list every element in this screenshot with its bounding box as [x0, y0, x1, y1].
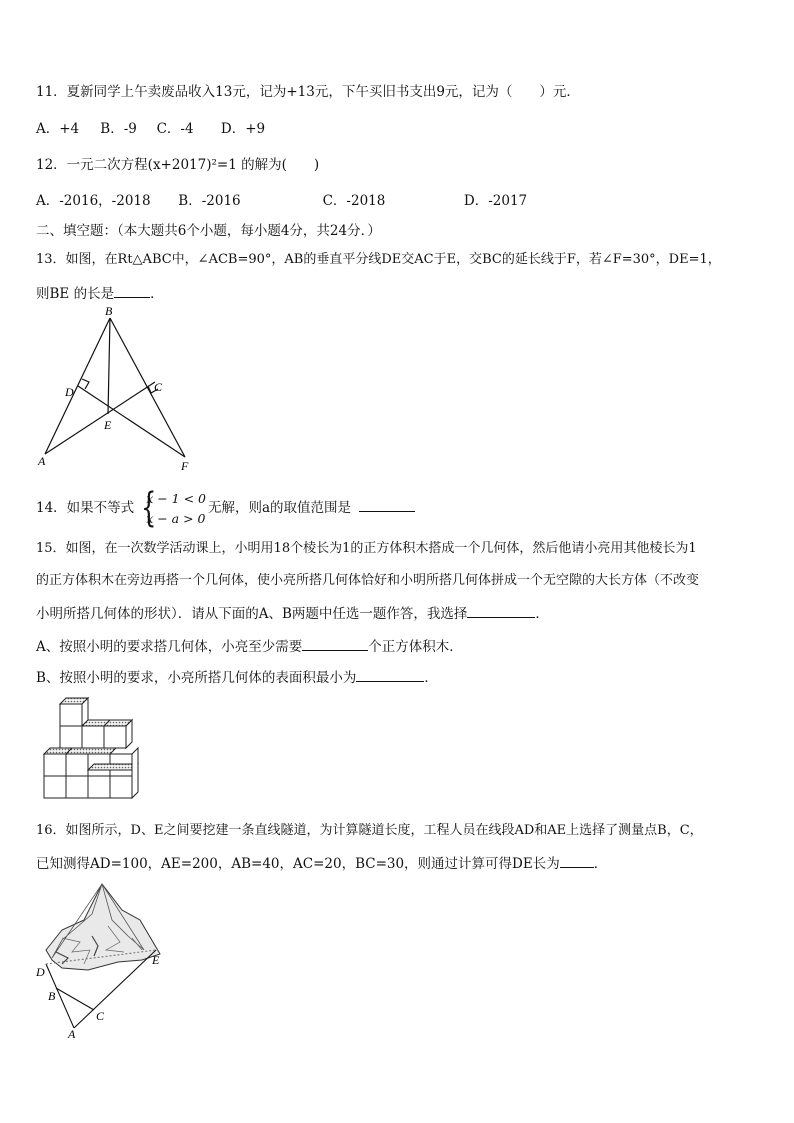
- q15-option-a-prefix: A、按照小明的要求搭几何体，小亮至少需要: [36, 639, 303, 655]
- q15-option-b: [36, 667, 438, 687]
- q12-option-b: B．-2016: [178, 193, 241, 209]
- q15-line3-suffix: ．: [535, 606, 549, 622]
- q15-line2: 的正方体积木在旁边再搭一个几何体，使小亮所搭几何体恰好和小明所搭几何体拼成一个无空隙的大长方体（不改变: [36, 573, 700, 588]
- q15-option-b-prefix: B、按照小明的要求，小亮所搭几何体的表面积最小为: [36, 670, 357, 686]
- cube: [82, 726, 104, 748]
- cube: [60, 726, 82, 748]
- segment-ac: [45, 382, 155, 454]
- cube: [60, 704, 82, 726]
- q12-options: [36, 192, 527, 210]
- q14-line: [36, 484, 415, 531]
- q13-line2-suffix: ．: [150, 286, 164, 302]
- cube: [104, 726, 126, 748]
- q11-option-b: B．-9: [100, 121, 137, 137]
- label-c: C: [96, 1009, 105, 1023]
- cube-top: [88, 764, 138, 770]
- q14-inequality-2: x − a > 0: [146, 510, 206, 526]
- q15-option-a: [36, 636, 463, 656]
- q16-answer-blank[interactable]: [560, 853, 594, 868]
- q14-answer-blank[interactable]: [359, 497, 415, 512]
- q15-option-b-suffix: ．: [424, 670, 438, 686]
- q14-inequality-1: x − 1 < 0: [146, 490, 206, 506]
- q13-line1: 13．如图，在Rt△ABC中，∠ACB=90°，AB的垂直平分线DE交AC于E，交BC的延长线于F，若∠F=30°，DE=1，: [36, 252, 721, 267]
- q15-option-a-suffix: 个正方体积木．: [368, 639, 463, 655]
- q13-figure: [30, 302, 210, 474]
- q15-line3: [36, 603, 549, 623]
- segment-ba: [45, 318, 110, 454]
- q16-figure: [32, 880, 172, 1040]
- cube: [44, 754, 66, 776]
- q13-answer-blank[interactable]: [114, 283, 150, 298]
- q11-stem: 11．夏新同学上午卖废品收入13元，记为+13元，下午买旧书支出9元，记为（ ）元．: [36, 84, 580, 100]
- label-d: D: [65, 385, 74, 399]
- right-angle-d: [82, 379, 89, 389]
- label-e: E: [104, 418, 112, 432]
- q14-inequality-system: [138, 484, 206, 531]
- label-f: F: [181, 459, 189, 473]
- q14-suffix: 无解，则a的取值范围是: [207, 500, 352, 516]
- q15-cube-figure: [40, 694, 140, 806]
- label-b: B: [105, 304, 113, 318]
- q13-line2: [36, 283, 164, 303]
- brace-icon: {: [141, 484, 157, 531]
- cube: [110, 776, 132, 798]
- q15-line3-prefix: 小明所搭几何体的形状）．请从下面的A、B两题中任选一题作答，我选择: [36, 606, 468, 622]
- cube: [88, 776, 110, 798]
- q14-prefix: 14．如果不等式: [36, 500, 135, 516]
- q16-line2-prefix: 已知测得AD=100，AE=200，AB=40，AC=20，BC=30，则通过计算可得DE长为: [36, 856, 560, 872]
- cube-side: [132, 748, 138, 798]
- cube: [66, 754, 88, 776]
- label-b: B: [48, 989, 56, 1003]
- label-a: A: [68, 1027, 76, 1040]
- q15-choice-blank[interactable]: [467, 603, 535, 618]
- label-a: A: [38, 454, 46, 468]
- q16-line2-suffix: ．: [593, 856, 608, 872]
- cube-top: [66, 748, 116, 754]
- q15-line1: 15．如图，在一次数学活动课上，小明用18个棱长为1的正方体积木搭成一个几何体，然后他请小亮用其他棱长为1: [36, 541, 697, 556]
- cube: [66, 776, 88, 798]
- q11-option-d: D．+9: [220, 121, 266, 137]
- q12-stem: 12．一元二次方程(x+2017)²=1 的解为( ): [36, 157, 320, 173]
- q16-line1: 16．如图所示，D、E之间要挖建一条直线隧道，为计算隧道长度，工程人员在线段AD和AE上选择了测量点B，C，: [36, 823, 703, 838]
- q11-option-a: A．+4: [36, 121, 80, 137]
- q12-option-c: C．-2018: [322, 193, 386, 209]
- cube: [44, 776, 66, 798]
- q13-line2-prefix: 则BE 的长是: [36, 286, 115, 302]
- segment-be: [108, 318, 110, 414]
- q12-option-a: A．-2016，-2018: [36, 193, 151, 209]
- q12-option-d: D．-2017: [463, 193, 528, 209]
- q15-a-answer-blank[interactable]: [302, 636, 368, 651]
- label-d: D: [36, 965, 45, 979]
- label-c: C: [154, 380, 163, 394]
- q11-options: [36, 120, 265, 138]
- section-heading: 二、填空题：（本大题共6个小题，每小题4分，共24分．）: [36, 223, 381, 239]
- q15-b-answer-blank[interactable]: [356, 667, 424, 682]
- label-e: E: [152, 953, 160, 967]
- q11-option-c: C．-4: [156, 121, 194, 137]
- q16-line2: [36, 853, 607, 873]
